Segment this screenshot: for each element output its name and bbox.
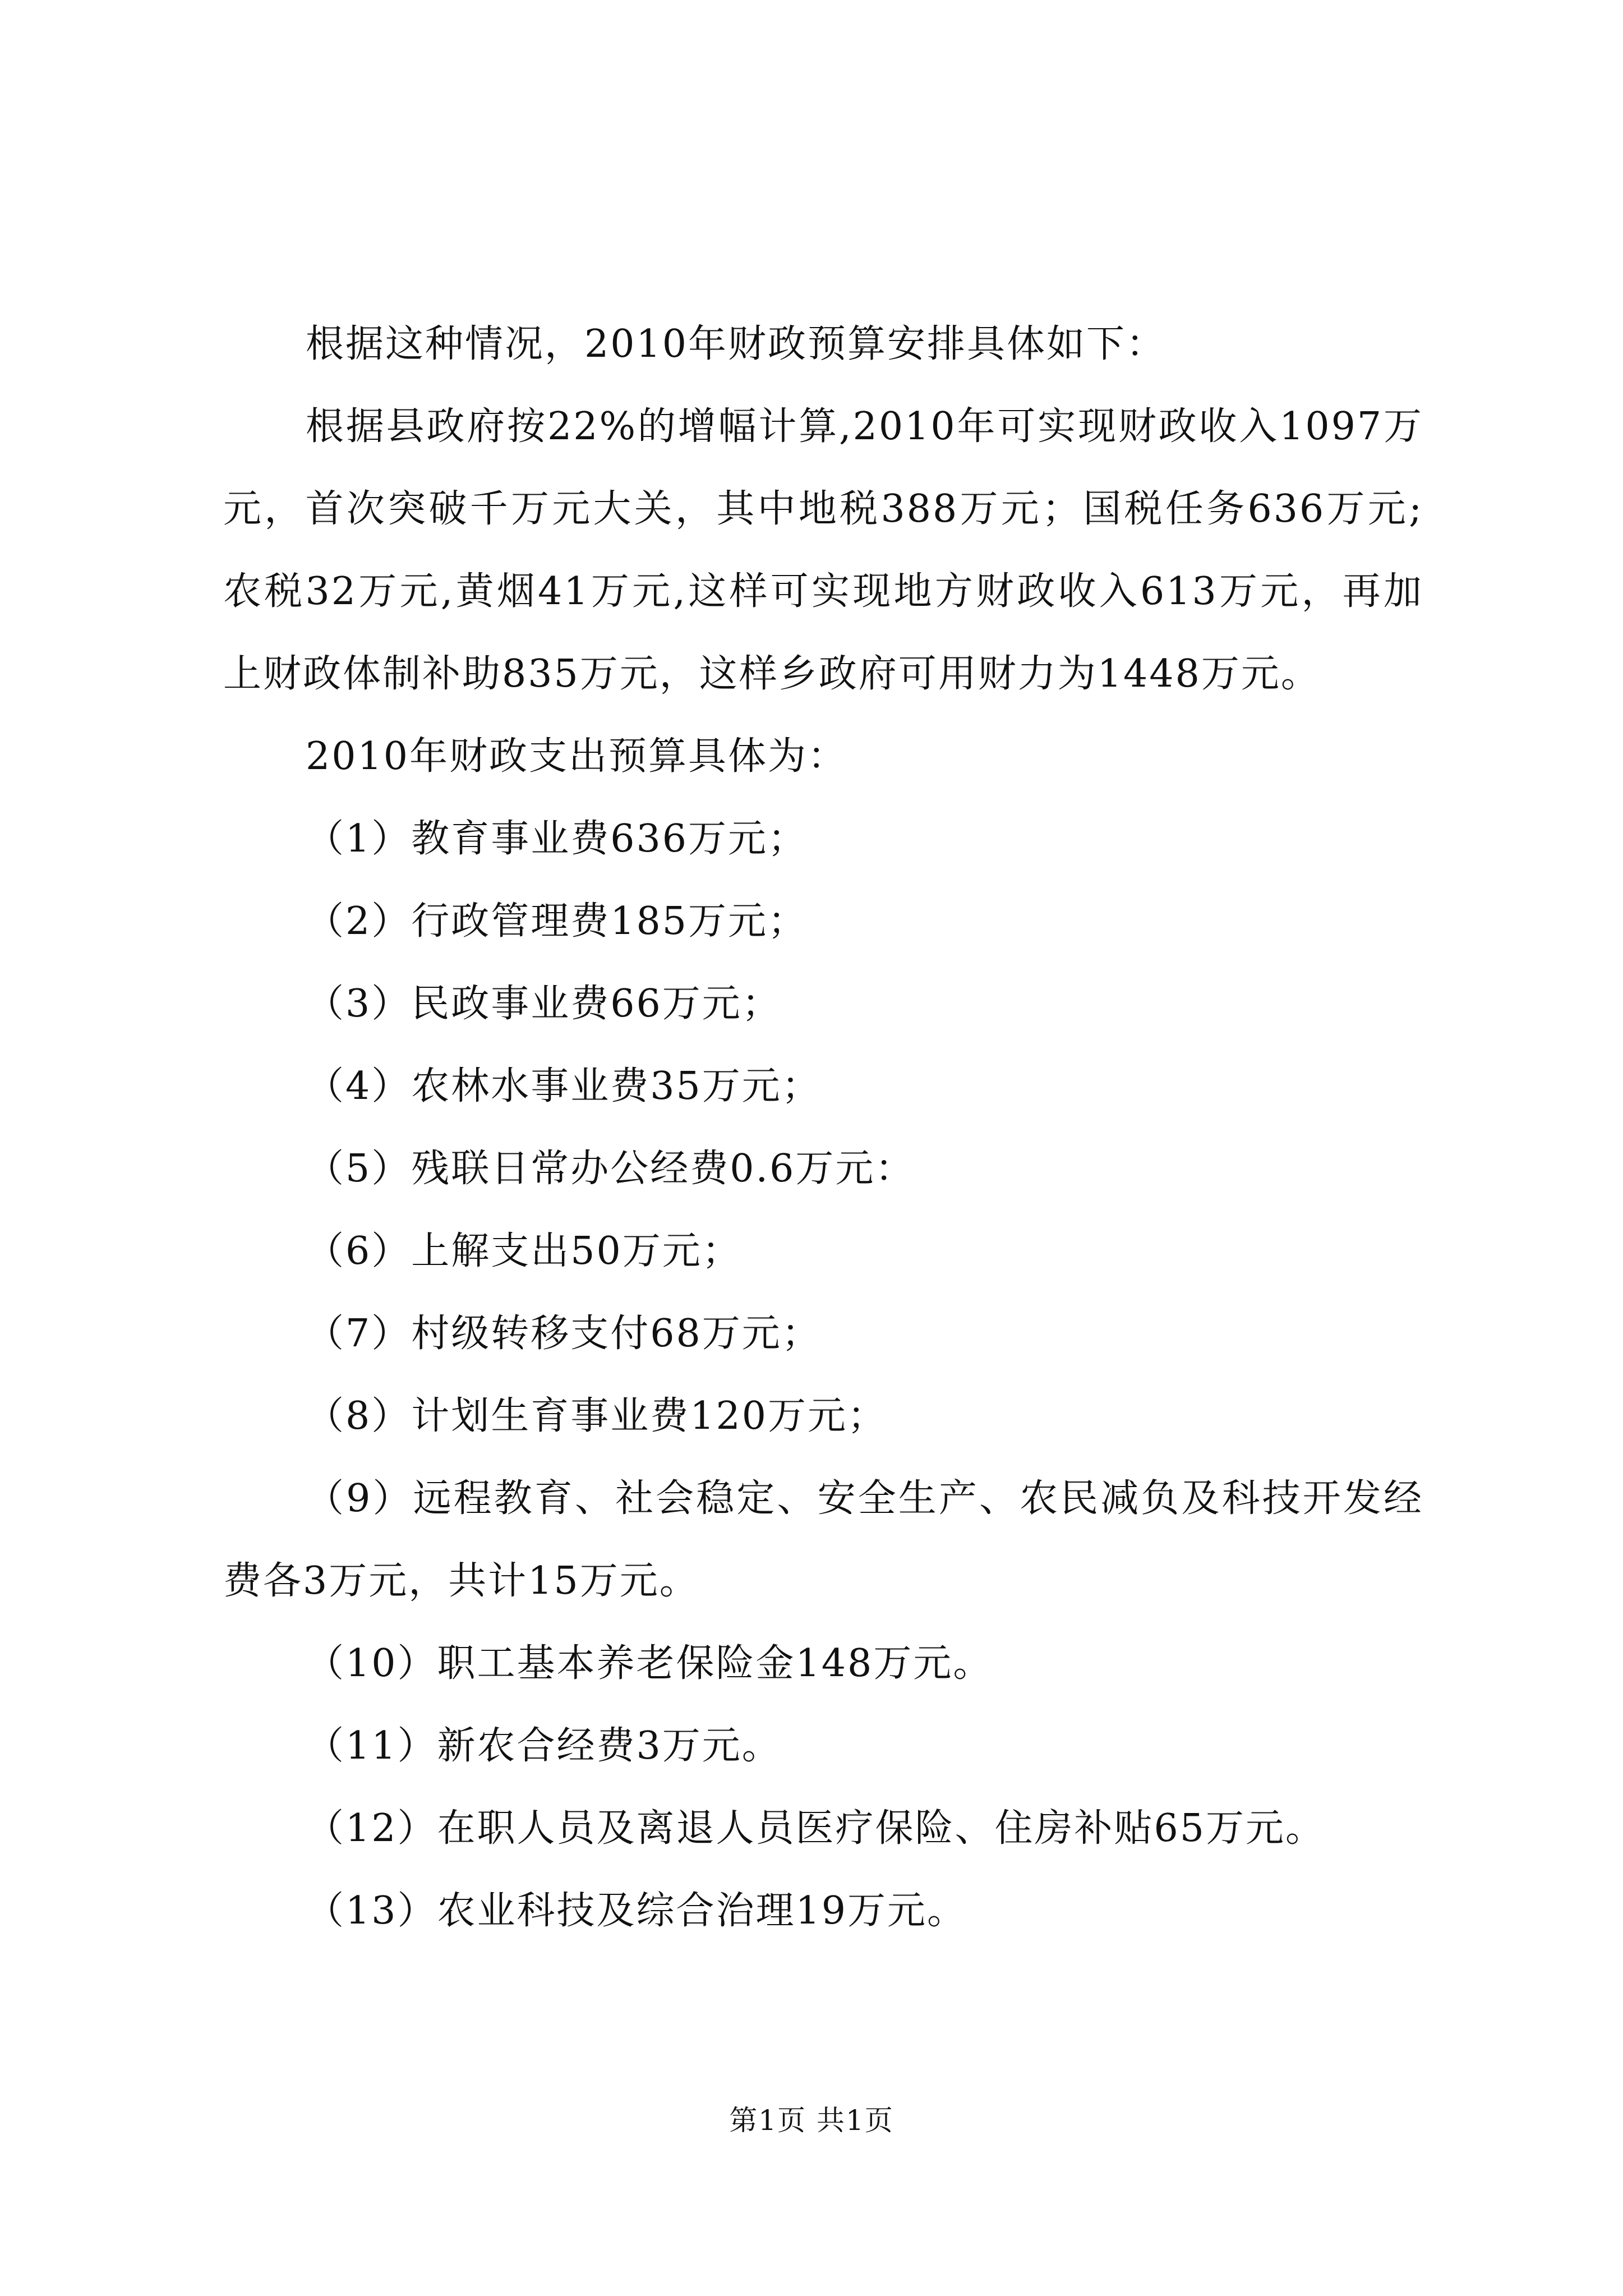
list-item-expenditure-5: （5）残联日常办公经费0.6万元： — [306, 1147, 915, 1191]
list-item-expenditure-12: （12）在职人员及离退人员医疗保险、住房补贴65万元。 — [306, 1806, 1326, 1851]
list-item-expenditure-8: （8）计划生育事业费120万元； — [306, 1394, 888, 1438]
list-item-expenditure-2: （2）行政管理费185万元； — [306, 899, 808, 944]
paragraph-expenditure-heading: 2010年财政支出预算具体为： — [306, 734, 848, 779]
list-item-expenditure-13: （13）农业科技及综合治理19万元。 — [306, 1889, 967, 1933]
list-item-expenditure-4: （4）农林水事业费35万元； — [306, 1064, 822, 1108]
list-item-expenditure-7: （7）村级转移支付68万元； — [306, 1312, 822, 1356]
page-footer — [0, 2101, 1623, 2140]
document-body — [223, 303, 1423, 1952]
list-item-expenditure-3: （3）民政事业费66万元； — [306, 982, 782, 1026]
page-number-label: 第1页 共1页 — [729, 2104, 894, 2137]
paragraph-intro: 根据这种情况，2010年财政预算安排具体如下： — [306, 322, 1166, 366]
list-item-expenditure-9: （9）远程教育、社会稳定、安全生产、农民减负及科技开发经费各3万元，共计15万元。 — [223, 1476, 1423, 1603]
paragraph-revenue: 根据县政府按22%的增幅计算,2010年可实现财政收入1097万元，首次突破千万元大关，其中地税388万元；国税任务636万元;农税32万元,黄烟41万元,这样可实现地方财政收入613万元，再加上财政体制补助835万元，这样乡政府可用财力为1448万元。 — [223, 404, 1423, 696]
list-item-expenditure-10: （10）职工基本养老保险金148万元。 — [306, 1641, 993, 1686]
list-item-expenditure-1: （1）教育事业费636万元； — [306, 817, 808, 861]
list-item-expenditure-11: （11）新农合经费3万元。 — [306, 1724, 782, 1768]
list-item-expenditure-6: （6）上解支出50万元； — [306, 1229, 742, 1273]
